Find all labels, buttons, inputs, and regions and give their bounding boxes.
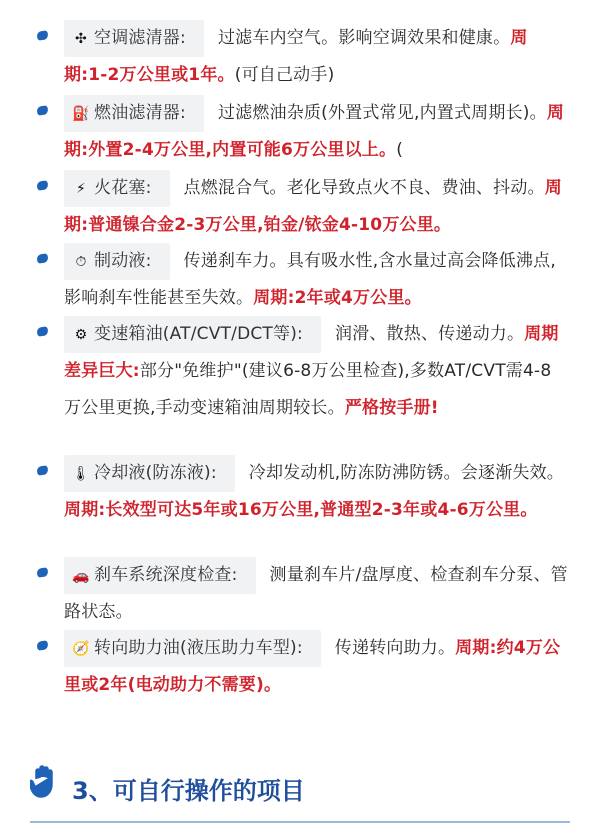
item-label-tag bbox=[64, 20, 204, 57]
body-text: ( bbox=[396, 140, 404, 160]
item-label-tag bbox=[64, 243, 170, 280]
bullet-icon bbox=[36, 30, 48, 40]
list-item bbox=[40, 316, 568, 427]
item-text bbox=[64, 243, 568, 317]
lightning-icon: ⚡ bbox=[75, 181, 87, 197]
thermometer-icon: 🌡 bbox=[72, 466, 90, 482]
highlight-text: 周期:1-2万公里或1年。 bbox=[64, 28, 528, 85]
highlight-text: 周期:约4万公里或2年(电动助力不需要)。 bbox=[64, 638, 561, 695]
bullet-icon bbox=[36, 180, 48, 190]
item-label-tag bbox=[64, 95, 204, 132]
item-text bbox=[64, 20, 568, 94]
item-label: 燃油滤清器: bbox=[94, 103, 186, 123]
item-label-tag bbox=[64, 170, 170, 207]
list-item bbox=[40, 455, 568, 529]
body-text: 测量刹车片/盘厚度、检查刹车分泵、管路状态。 bbox=[64, 565, 568, 622]
item-label: 转向助力油(液压助力车型): bbox=[94, 638, 303, 658]
item-label: 空调滤清器: bbox=[94, 28, 186, 48]
item-text bbox=[64, 95, 568, 169]
item-label-tag bbox=[64, 455, 235, 492]
item-text bbox=[64, 630, 568, 704]
list-item bbox=[40, 170, 568, 244]
body-text: (可自己动手) bbox=[234, 65, 335, 85]
bullet-icon bbox=[36, 105, 48, 115]
compass-icon: 🧭 bbox=[72, 641, 90, 657]
gear-icon: ⚙ bbox=[74, 327, 88, 343]
section-title: 3、可自行操作的项目 bbox=[72, 777, 305, 805]
item-label: 制动液: bbox=[94, 251, 152, 271]
bullet-icon bbox=[36, 640, 48, 650]
body-text: 冷却发动机,防冻防沸防锈。会逐渐失效。 bbox=[248, 463, 564, 483]
bullet-icon bbox=[36, 567, 48, 577]
item-label: 变速箱油(AT/CVT/DCT等): bbox=[94, 324, 303, 344]
section-divider bbox=[30, 821, 570, 823]
item-label-tag bbox=[64, 557, 256, 594]
highlight-text: 周期:长效型可达5年或16万公里,普通型2-3年或4-6万公里。 bbox=[64, 500, 538, 520]
item-label: 冷却液(防冻液): bbox=[94, 463, 217, 483]
highlight-text: 严格按手册! bbox=[344, 398, 439, 418]
body-text: 传递刹车力。具有吸水性,含水量过高会降低沸点,影响刹车性能甚至失效。 bbox=[64, 251, 556, 308]
fuel-pump-icon: ⛽ bbox=[72, 106, 90, 122]
item-text bbox=[64, 170, 568, 244]
body-text: 部分"免维护"(建议6-8万公里检查),多数AT/CVT需4-8万公里更换,手动变速箱油周期较长。 bbox=[64, 361, 552, 418]
stopwatch-icon: ⏱ bbox=[75, 254, 87, 270]
section-header bbox=[30, 765, 570, 825]
list-item bbox=[40, 243, 568, 317]
highlight-text: 周期:外置2-4万公里,内置可能6万公里以上。 bbox=[64, 103, 565, 160]
item-text bbox=[64, 557, 568, 631]
car-wrench-icon: 🚗 bbox=[72, 568, 90, 584]
body-text: 过滤燃油杂质(外置式常见,内置式周期长)。 bbox=[217, 103, 547, 123]
bullet-icon bbox=[36, 465, 48, 475]
item-label: 火花塞: bbox=[94, 178, 152, 198]
raised-hand-icon bbox=[30, 765, 60, 799]
list-item bbox=[40, 557, 568, 631]
highlight-text: 周期差异巨大: bbox=[64, 324, 559, 381]
item-text bbox=[64, 455, 568, 529]
body-text: 过滤车内空气。影响空调效果和健康。 bbox=[217, 28, 511, 48]
bullet-icon bbox=[36, 253, 48, 263]
item-label-tag bbox=[64, 630, 321, 667]
body-text: 润滑、散热、传递动力。 bbox=[334, 324, 525, 344]
highlight-text: 周期:2年或4万公里。 bbox=[253, 288, 422, 308]
list-item bbox=[40, 95, 568, 169]
list-item bbox=[40, 630, 568, 704]
fan-icon: ✣ bbox=[75, 31, 87, 47]
bullet-icon bbox=[36, 326, 48, 336]
highlight-text: 周期:普通镍合金2-3万公里,铂金/铱金4-10万公里。 bbox=[64, 178, 562, 235]
body-text: 传递转向助力。 bbox=[334, 638, 456, 658]
body-text: 点燃混合气。老化导致点火不良、费油、抖动。 bbox=[183, 178, 545, 198]
item-label: 刹车系统深度检查: bbox=[94, 565, 238, 585]
list-item bbox=[40, 20, 568, 94]
item-text bbox=[64, 316, 568, 427]
item-label-tag bbox=[64, 316, 321, 353]
